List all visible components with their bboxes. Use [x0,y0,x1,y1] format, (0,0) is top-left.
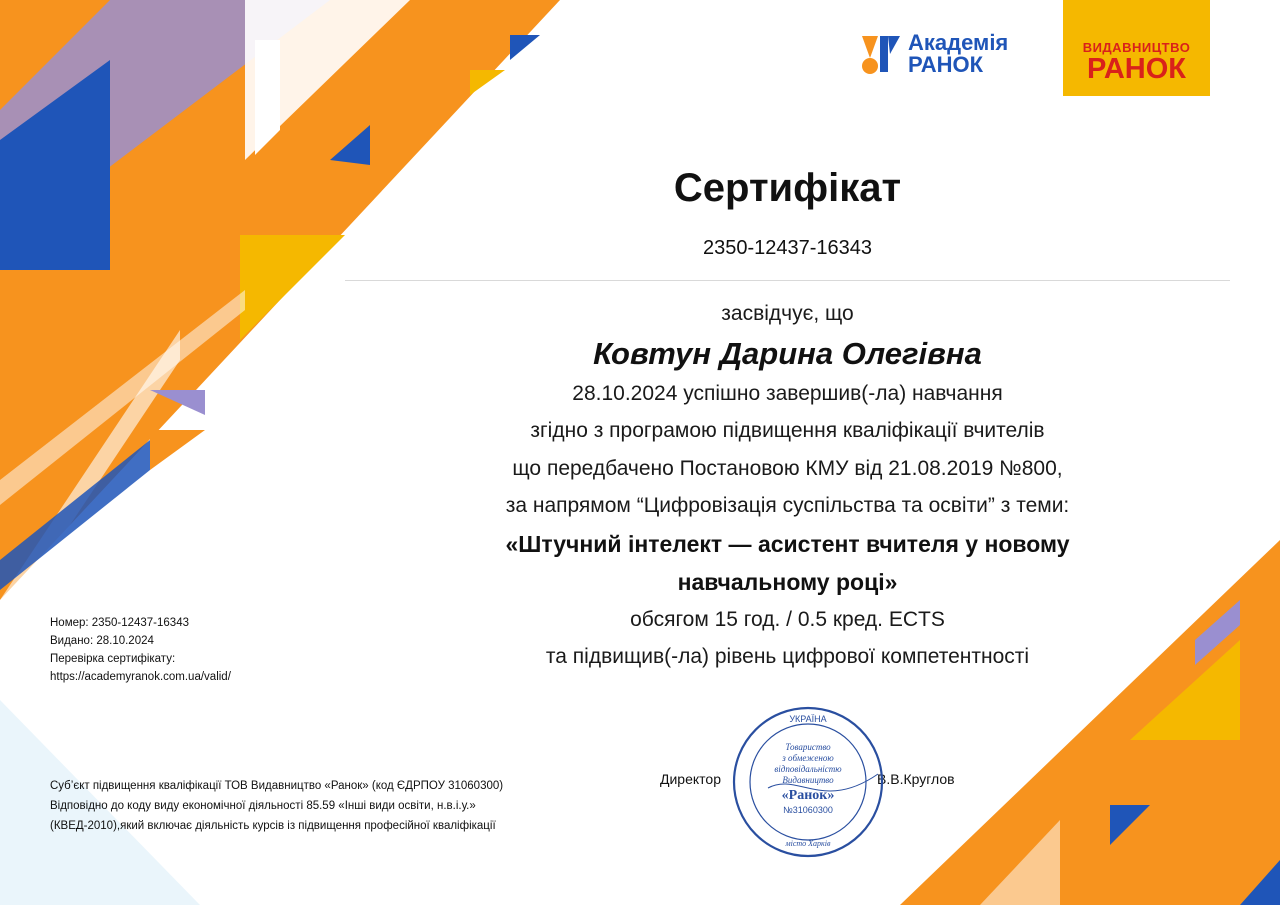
certificate-info [50,614,231,686]
attests-text: засвідчує, що [721,302,854,325]
publisher-ranok-logo [1063,0,1210,96]
academy-logo-icon [858,32,904,78]
completion-line: 28.10.2024 успішно завершив(-ла) навчання [572,381,1003,405]
official-stamp [728,702,888,862]
director-name: В.В.Круглов [877,771,955,787]
info-issued: Видано: 28.10.2024 [50,635,154,647]
academy-logo-line2: РАНОК [908,52,984,77]
info-number: Номер: 2350-12437-16343 [50,617,189,629]
program-line: згідно з програмою підвищення кваліфікації вчителів [530,419,1045,442]
publisher-logo-line1: ВИДАВНИЦТВО [1082,40,1191,55]
yellow-triangle-left [240,235,345,340]
yellow-triangle-top [470,70,505,95]
direction-line: за напрямом “Цифровізація суспільства та освіти” з теми: [505,494,1070,517]
volume-line: обсягом 15 год. / 0.5 кред. ECTS [630,607,945,631]
academy-logo-text [908,32,1008,76]
competence-line: та підвищив(-ла) рівень цифрової компетентності [545,645,1030,668]
topic-line-1: «Штучний інтелект — асистент вчителя у новому [505,530,1070,557]
stamp-line-1: Товариство [785,742,831,752]
divider-line [345,280,1230,281]
academy-ranok-logo [858,30,1028,80]
director-label: Директор [660,771,721,787]
footer-line-1: Суб’єкт підвищення кваліфікації ТОВ Видавництво «Ранок» (код ЄДРПОУ 31060300) [50,780,504,792]
recipient-name: Ковтун Дарина Олегівна [593,335,982,371]
topic-line-2: навчальному році» [677,568,898,595]
certificate-number: 2350-12437-16343 [702,237,873,259]
stamp-ring-top: УКРАЇНА [789,714,827,724]
publisher-logo-line2: РАНОК [1087,53,1186,85]
info-verify-label: Перевірка сертифікату: [50,653,176,665]
academy-logo-line1: Академія [908,30,1009,55]
certificate-body [345,295,1230,676]
orange-triangle-small [150,430,205,470]
footer-line-3: (КВЕД-2010),який включає діяльність курсів із підвищення професійної кваліфікації [50,820,496,832]
certificate-title: Сертифікат [673,166,902,210]
stamp-code: №31060300 [783,805,833,815]
footer-line-2: Відповідно до коду виду економічної діяльності 85.59 «Інші види освіти, н.в.і.у.» [50,800,476,812]
stamp-name: «Ранок» [781,788,835,803]
stamp-ring-bottom: місто Харків [785,839,831,848]
stamp-line-4: Видавництво [782,775,834,785]
resolution-line: що передбачено Постановою КМУ від 21.08.2019 №800, [512,456,1063,480]
blue-triangle-top [510,35,540,60]
legal-footer [50,776,503,836]
stamp-line-3: відповідальністю [774,764,842,774]
info-verify-url: https://academyranok.com.ua/valid/ [50,671,231,683]
stamp-line-2: з обмеженою [782,753,834,763]
